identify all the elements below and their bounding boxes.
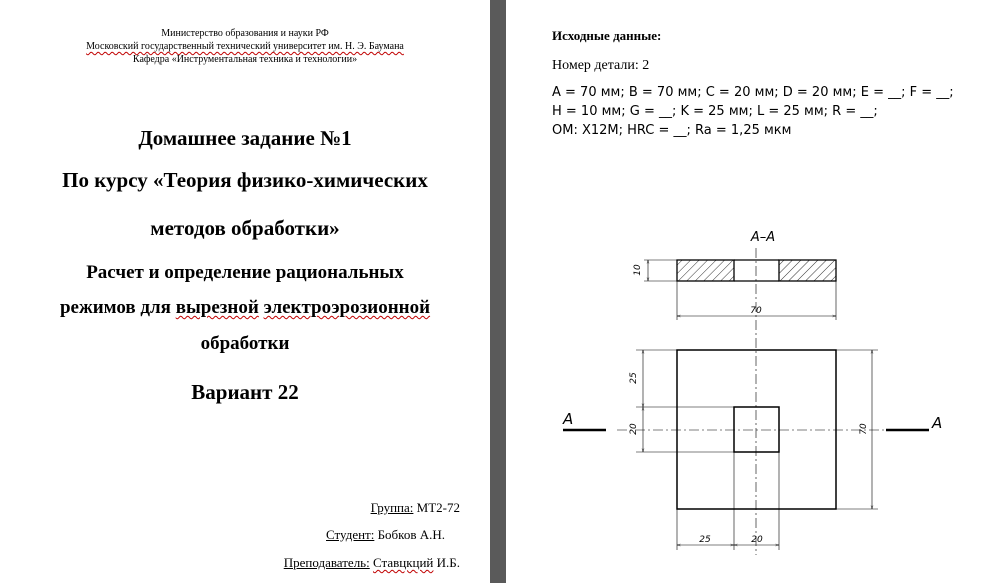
- section-marker-left: A: [563, 410, 574, 428]
- source-heading: Исходные данные:: [552, 28, 662, 43]
- dim-thickness: 10: [633, 264, 643, 276]
- params-line-1: A = 70 мм; B = 70 мм; C = 20 мм; D = 20 мм; E = __; F = __;: [552, 85, 954, 100]
- section-hatch-left: [677, 260, 734, 281]
- topic-word-edm: электроэрозионной: [263, 297, 431, 318]
- params-line-3: OM: X12M; HRC = __; Ra = 1,25 мкм: [552, 123, 792, 138]
- teacher-label: Преподаватель:: [283, 555, 370, 570]
- course-line-2: методов обработки»: [150, 216, 340, 240]
- section-view: [633, 260, 836, 320]
- group-value: МТ2-72: [413, 500, 460, 515]
- group-label: Группа:: [370, 500, 414, 515]
- plan-view: [629, 350, 878, 550]
- dim-top-offset: 25: [629, 372, 639, 384]
- dim-hole-height: 20: [629, 423, 639, 435]
- university-text: Московский государственный технический университет им. Н. Э. Баумана: [86, 41, 404, 52]
- plate-outline: [677, 350, 836, 509]
- section-marker-right: A: [932, 414, 943, 432]
- part-number: Номер детали: 2: [552, 58, 650, 73]
- dim-width-section: 70: [750, 306, 762, 316]
- hole-outline: [734, 407, 779, 452]
- homework-title: Домашнее задание №1: [138, 126, 352, 150]
- variant-title: Вариант 22: [191, 380, 299, 404]
- topic-line-3: обработки: [200, 333, 290, 354]
- params-line-2: H = 10 мм; G = __; K = 25 мм; L = 25 мм; R = __;: [552, 104, 878, 119]
- teacher-name: Ставцкций: [372, 555, 434, 570]
- student-label: Студент:: [326, 527, 375, 542]
- course-line-1: По курсу «Теория физико-химических: [62, 168, 428, 192]
- ministry-line: Министерство образования и науки РФ: [161, 28, 329, 39]
- section-label: A–A: [750, 230, 776, 245]
- dim-height: 70: [859, 423, 869, 435]
- teacher-initials: И.Б.: [433, 555, 460, 570]
- topic-line-2-pre: режимов для: [59, 297, 176, 318]
- student-value: Бобков А.Н.: [374, 527, 445, 542]
- topic-line-1: Расчет и определение рациональных: [86, 262, 404, 283]
- section-hatch-right: [779, 260, 836, 281]
- topic-word-cut: вырезной: [175, 297, 259, 318]
- department-line: Кафедра «Инструментальная техника и технологии»: [132, 54, 358, 65]
- dim-left-offset: 25: [699, 535, 711, 545]
- dim-hole-width: 20: [751, 535, 763, 545]
